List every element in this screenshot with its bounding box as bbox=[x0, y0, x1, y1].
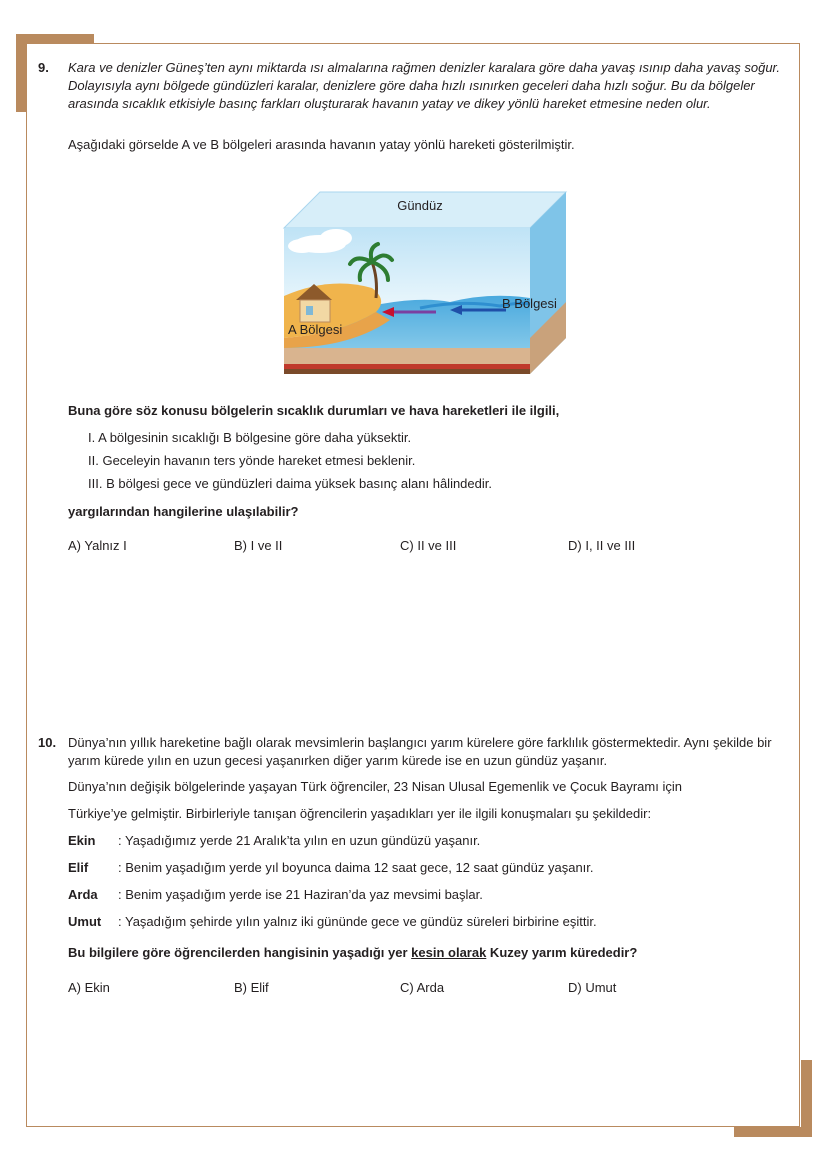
question-intro: Dünya’nın yıllık hareketine bağlı olarak mevsimlerin başlangıcı yarım kürelere göre farklılık göstermektedir. Aynı şekilde bir yarım kürede yılın en uzun gecesi yaşanırken diğer yarım kürede ise en uzun gündüz yaşanır. bbox=[68, 735, 772, 768]
statement-num: II. bbox=[88, 453, 99, 468]
question-number: 10. bbox=[38, 735, 57, 750]
question-lead: Aşağıdaki görselde A ve B bölgeleri arasında havanın yatay yönlü hareketi gösterilmiştir. bbox=[68, 137, 575, 152]
question-prompt-pre: Bu bilgilere göre öğrencilerden hangisinin yaşadığı yer bbox=[68, 945, 412, 960]
statement-num: III. bbox=[88, 476, 103, 491]
corner-tab bbox=[16, 34, 26, 112]
option-a[interactable]: A) Yalnız I bbox=[68, 538, 127, 553]
label-a-region: A Bölgesi bbox=[288, 322, 343, 337]
statement-text: Geceleyin havanın ters yönde hareket etmesi beklenir. bbox=[102, 453, 416, 468]
question-intro: Kara ve denizler Güneş’ten aynı miktarda ısı almalarına rağmen denizler karalara göre daha yavaş ısınıp daha yavaş soğur. Dolayısıyla aynı bölgede gündüzleri karalar, denizlere göre daha hızlı ısınırken geceleri daha hızlı soğur. Bu da bölgeler arasında sıcaklık etkisiyle basınç farkları oluşturarak havanın yatay ve dikey yönlü hareket etmesine neden olur. bbox=[68, 60, 781, 111]
question-prompt: yargılarından hangilerine ulaşılabilir? bbox=[68, 504, 299, 519]
statement-text: B bölgesi gece ve gündüzleri daima yüksek basınç alanı hâlindedir. bbox=[106, 476, 492, 491]
student-name: Umut bbox=[68, 914, 102, 929]
option-c[interactable]: C) II ve III bbox=[400, 538, 457, 553]
corner-tab bbox=[16, 34, 94, 44]
statement-3 bbox=[88, 476, 492, 491]
student-name: Ekin bbox=[68, 833, 96, 848]
option-d[interactable]: D) Umut bbox=[568, 980, 617, 995]
option-b[interactable]: B) Elif bbox=[234, 980, 269, 995]
student-statement: : Yaşadığımız yerde 21 Aralık’ta yılın en uzun gündüzü yaşanır. bbox=[118, 833, 481, 848]
question-stem: Buna göre söz konusu bölgelerin sıcaklık durumları ve hava hareketleri ile ilgili, bbox=[68, 403, 560, 418]
student-statement: : Yaşadığım şehirde yılın yalnız iki gününde gece ve gündüz süreleri birbirine eşittir. bbox=[118, 914, 597, 929]
option-b[interactable]: B) I ve II bbox=[234, 538, 283, 553]
student-statement: : Benim yaşadığım yerde ise 21 Haziran’da yaz mevsimi başlar. bbox=[118, 887, 483, 902]
question-number: 9. bbox=[38, 60, 49, 75]
land-sea-breeze-figure bbox=[280, 188, 570, 380]
option-d[interactable]: D) I, II ve III bbox=[568, 538, 636, 553]
statement-1 bbox=[88, 430, 411, 445]
statement-2 bbox=[88, 453, 415, 468]
question-context-line: Türkiye’ye gelmiştir. Birbirleriyle tanışan öğrencilerin yaşadıkları yer ile ilgili konuşmaları şu şekildedir: bbox=[68, 806, 652, 821]
question-emphasis: kesin olarak bbox=[411, 945, 487, 960]
student-name: Arda bbox=[68, 887, 98, 902]
question-context-line: Dünya’nın değişik bölgelerinde yaşayan Türk öğrenciler, 23 Nisan Ulusal Egemenlik ve Çocuk Bayramı için bbox=[68, 779, 682, 794]
student-name: Elif bbox=[68, 860, 89, 875]
corner-tab bbox=[801, 1060, 812, 1137]
option-c[interactable]: C) Arda bbox=[400, 980, 445, 995]
statement-text: A bölgesinin sıcaklığı B bölgesine göre daha yüksektir. bbox=[98, 430, 412, 445]
question-prompt bbox=[68, 945, 637, 960]
question-prompt-post: Kuzey yarım kürededir? bbox=[486, 945, 638, 960]
figure-title: Gündüz bbox=[397, 198, 443, 213]
label-b-region: B Bölgesi bbox=[502, 296, 557, 311]
student-statement: : Benim yaşadığım yerde yıl boyunca daima 12 saat gece, 12 saat gündüz yaşanır. bbox=[118, 860, 594, 875]
option-a[interactable]: A) Ekin bbox=[68, 980, 110, 995]
statement-num: I. bbox=[88, 430, 96, 445]
